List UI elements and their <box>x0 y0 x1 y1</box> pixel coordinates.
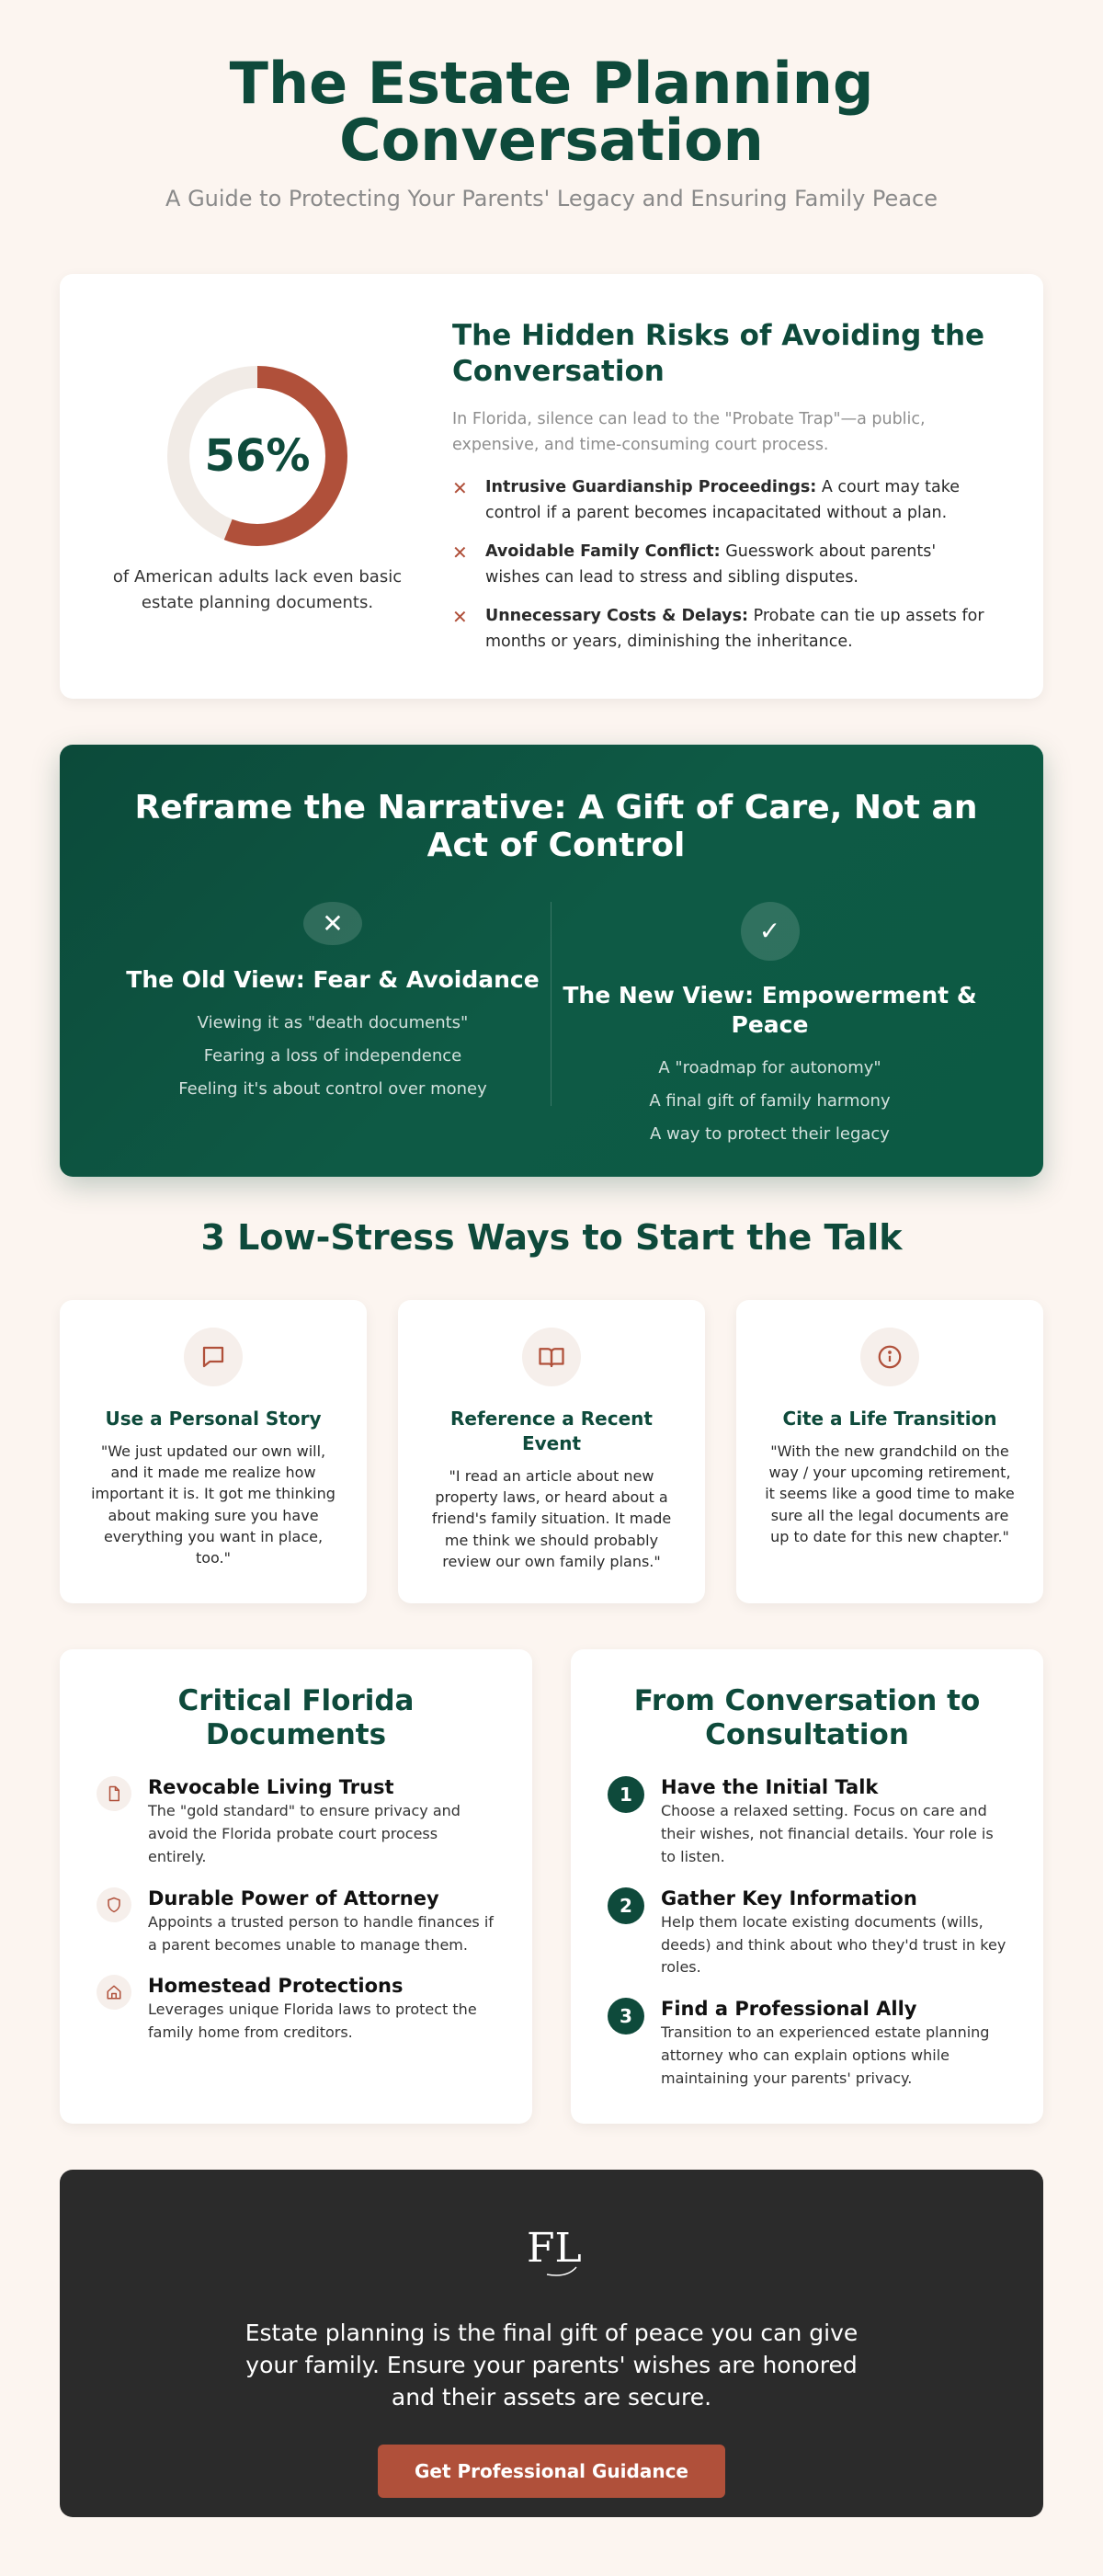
step-number: 1 <box>608 1776 644 1813</box>
risk-description: Guesswork about parents' wishes can lead to stress and sibling disputes. <box>485 541 937 587</box>
step-name: Gather Key Information <box>661 1886 917 1909</box>
way-title: Cite a Life Transition <box>782 1408 997 1430</box>
way-title: Use a Personal Story <box>105 1408 322 1430</box>
x-icon: ✕ <box>452 541 468 564</box>
new-view-title: The New View: Empowerment & Peace <box>563 981 977 1039</box>
footer-message: Estate planning is the final gift of peace you can give your family. Ensure your parents' wishes are honored and their assets are secure. <box>244 2320 859 2411</box>
logo-text: FL <box>527 2225 582 2272</box>
stat-caption: of American adults lack even basic estate planning documents. <box>112 567 403 612</box>
get-guidance-button[interactable]: Get Professional Guidance <box>378 2445 725 2498</box>
way-card <box>398 1300 705 1603</box>
risks-content <box>414 318 993 699</box>
risk-text <box>485 474 993 526</box>
book-icon <box>522 1328 581 1386</box>
step-desc: Transition to an experienced estate planning attorney who can explain options while maintaining your parents' privacy. <box>661 2023 990 2087</box>
step-text <box>661 1776 1006 1868</box>
home-icon <box>97 1975 131 2010</box>
risks-list <box>452 474 993 655</box>
document-name: Revocable Living Trust <box>148 1776 394 1799</box>
ways-title: 3 Low-Stress Ways to Start the Talk <box>200 1217 903 1258</box>
stat-donut-chart <box>165 364 349 548</box>
way-card <box>736 1300 1043 1603</box>
step-desc: Help them locate existing documents (wills, deeds) and think about who they'd trust in key roles. <box>661 1912 1006 1977</box>
way-quote: "I read an article about new property laws, or heard about a friend's family situation. It made me think we should probably review our own family plans." <box>431 1467 672 1570</box>
risk-text <box>485 603 993 655</box>
stat-panel <box>101 318 414 699</box>
close-icon: ✕ <box>303 902 362 946</box>
way-title: Reference a Recent Event <box>450 1408 653 1454</box>
step-item <box>608 1998 1006 2090</box>
risk-item <box>452 539 993 590</box>
risk-item <box>452 474 993 526</box>
reframe-section <box>60 745 1043 1177</box>
footer-cta-section <box>60 2170 1043 2517</box>
view-item: Viewing it as "death documents" <box>197 1012 469 1032</box>
document-text <box>148 1776 495 1868</box>
step-name: Have the Initial Talk <box>661 1776 879 1799</box>
document-text <box>148 1887 495 1957</box>
document-desc: Leverages unique Florida laws to protect the family home from creditors. <box>148 2000 477 2042</box>
views-compare <box>115 902 988 1151</box>
risk-label: Avoidable Family Conflict: <box>485 541 721 561</box>
stat-value: 56% <box>204 430 311 482</box>
documents-list <box>97 1776 495 2045</box>
risks-intro: In Florida, silence can lead to the "Probate Trap"—a public, expensive, and time-consuming court process. <box>452 409 926 454</box>
way-quote: "We just updated our own will, and it made me realize how important it is. It got me thinking about making sure you have everything you want in place, too." <box>91 1442 335 1567</box>
risk-item <box>452 603 993 655</box>
page-title: The Estate Planning Conversation <box>229 50 874 174</box>
documents-card <box>60 1649 532 2124</box>
step-item <box>608 1776 1006 1868</box>
risks-title: The Hidden Risks of Avoiding the Conversation <box>452 319 985 388</box>
risks-card <box>60 274 1043 699</box>
step-text <box>661 1887 1006 1979</box>
old-view <box>115 902 552 1106</box>
x-icon: ✕ <box>452 605 468 628</box>
logo <box>519 2214 584 2280</box>
document-desc: The "gold standard" to ensure privacy and avoid the Florida probate court process entirely. <box>148 1802 461 1865</box>
view-item: Fearing a loss of independence <box>203 1045 462 1066</box>
risk-text <box>485 539 993 590</box>
view-item: A "roadmap for autonomy" <box>658 1057 881 1077</box>
step-text <box>661 1998 1006 2090</box>
risk-description: Probate can tie up assets for months or years, diminishing the inheritance. <box>485 606 984 651</box>
view-item: A way to protect their legacy <box>650 1123 890 1144</box>
check-icon: ✓ <box>741 902 800 961</box>
ways-cards <box>60 1300 1043 1603</box>
view-item: A final gift of family harmony <box>649 1090 891 1111</box>
step-name: Find a Professional Ally <box>661 1998 917 2021</box>
view-item: Feeling it's about control over money <box>178 1078 487 1099</box>
document-name: Durable Power of Attorney <box>148 1886 439 1909</box>
old-view-title: The Old View: Fear & Avoidance <box>126 966 540 994</box>
way-quote: "With the new grandchild on the way / your upcoming retirement, it seems like a good time to make sure all the legal documents are up to date for this new chapter." <box>765 1442 1015 1545</box>
shield-icon <box>97 1887 131 1922</box>
step-item <box>608 1887 1006 1979</box>
document-item <box>97 1887 495 1957</box>
steps-card <box>571 1649 1043 2124</box>
risk-description: A court may take control if a parent becomes incapacitated without a plan. <box>485 477 960 522</box>
steps-list <box>608 1776 1006 2090</box>
document-name: Homestead Protections <box>148 1975 404 1998</box>
reframe-title: Reframe the Narrative: A Gift of Care, Not an Act of Control <box>134 789 978 865</box>
new-view-list <box>649 1052 890 1151</box>
document-desc: Appoints a trusted person to handle finances if a parent becomes unable to manage them. <box>148 1912 494 1954</box>
document-text <box>148 1975 495 2045</box>
step-desc: Choose a relaxed setting. Focus on care and their wishes, not financial details. Your role is to listen. <box>661 1802 994 1865</box>
document-item <box>97 1975 495 2045</box>
way-card <box>60 1300 367 1603</box>
x-icon: ✕ <box>452 476 468 499</box>
risk-label: Intrusive Guardianship Proceedings: <box>485 477 817 496</box>
chat-icon <box>184 1328 243 1386</box>
documents-title: Critical Florida Documents <box>177 1684 415 1752</box>
info-columns <box>60 1649 1043 2124</box>
step-number: 3 <box>608 1998 644 2035</box>
step-number: 2 <box>608 1887 644 1924</box>
info-icon <box>860 1328 919 1386</box>
risk-label: Unnecessary Costs & Delays: <box>485 606 749 625</box>
steps-title: From Conversation to Consultation <box>633 1684 981 1752</box>
old-view-list <box>178 1007 487 1106</box>
document-item <box>97 1776 495 1868</box>
new-view <box>552 902 988 1151</box>
document-icon <box>97 1776 131 1811</box>
page-subtitle: A Guide to Protecting Your Parents' Legacy and Ensuring Family Peace <box>165 186 938 211</box>
